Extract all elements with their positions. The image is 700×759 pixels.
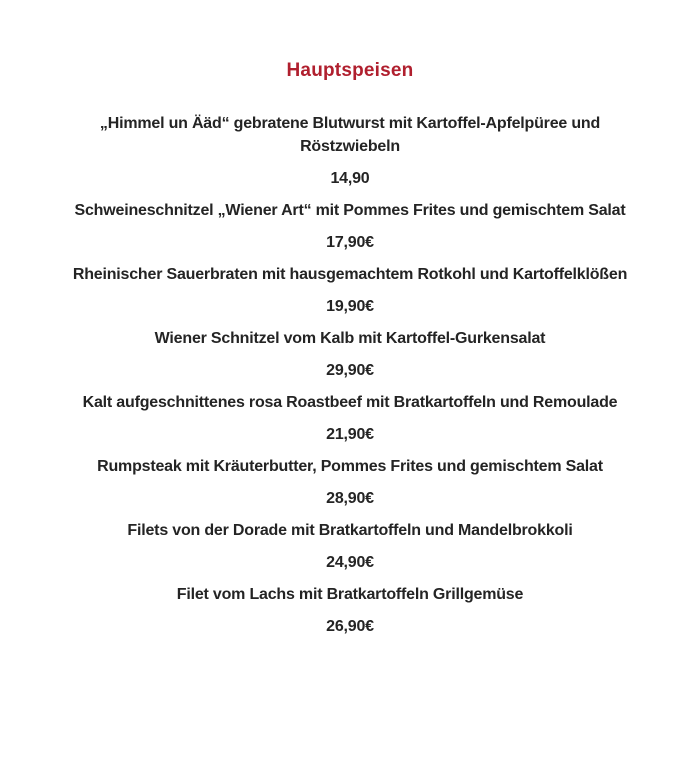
dish-name: Rheinischer Sauerbraten mit hausgemachtem Rotkohl und Kartoffelklößen [72,266,628,283]
menu-item [50,327,650,382]
menu-item [50,455,650,510]
dish-price: 14,90 [330,170,370,187]
dish-price: 26,90€ [326,618,374,635]
dish-price: 19,90€ [326,298,374,315]
dish-name: Wiener Schnitzel vom Kalb mit Kartoffel-Gurkensalat [154,330,546,347]
menu-item [50,583,650,638]
dish-name: Kalt aufgeschnittenes rosa Roastbeef mit Bratkartoffeln und Remoulade [82,394,618,411]
dish-name: „Himmel un Ääd“ gebratene Blutwurst mit Kartoffel-Apfelpüree und Röstzwiebeln [99,115,601,155]
menu-item [50,263,650,318]
dish-price: 28,90€ [326,490,374,507]
menu-section [50,0,650,638]
dish-price: 21,90€ [326,426,374,443]
menu-item [50,391,650,446]
dish-name: Rumpsteak mit Kräuterbutter, Pommes Frites und gemischtem Salat [97,458,603,475]
dish-price: 29,90€ [326,362,374,379]
menu-section-title: Hauptspeisen [286,60,414,81]
menu-item [50,199,650,254]
dish-price: 24,90€ [326,554,374,571]
dish-name: Schweineschnitzel „Wiener Art“ mit Pommes Frites und gemischtem Salat [74,202,626,219]
dish-name: Filet vom Lachs mit Bratkartoffeln Grillgemüse [176,586,524,603]
menu-item [50,112,650,190]
dish-name: Filets von der Dorade mit Bratkartoffeln und Mandelbrokkoli [127,522,573,539]
dish-price: 17,90€ [326,234,374,251]
menu-item [50,519,650,574]
